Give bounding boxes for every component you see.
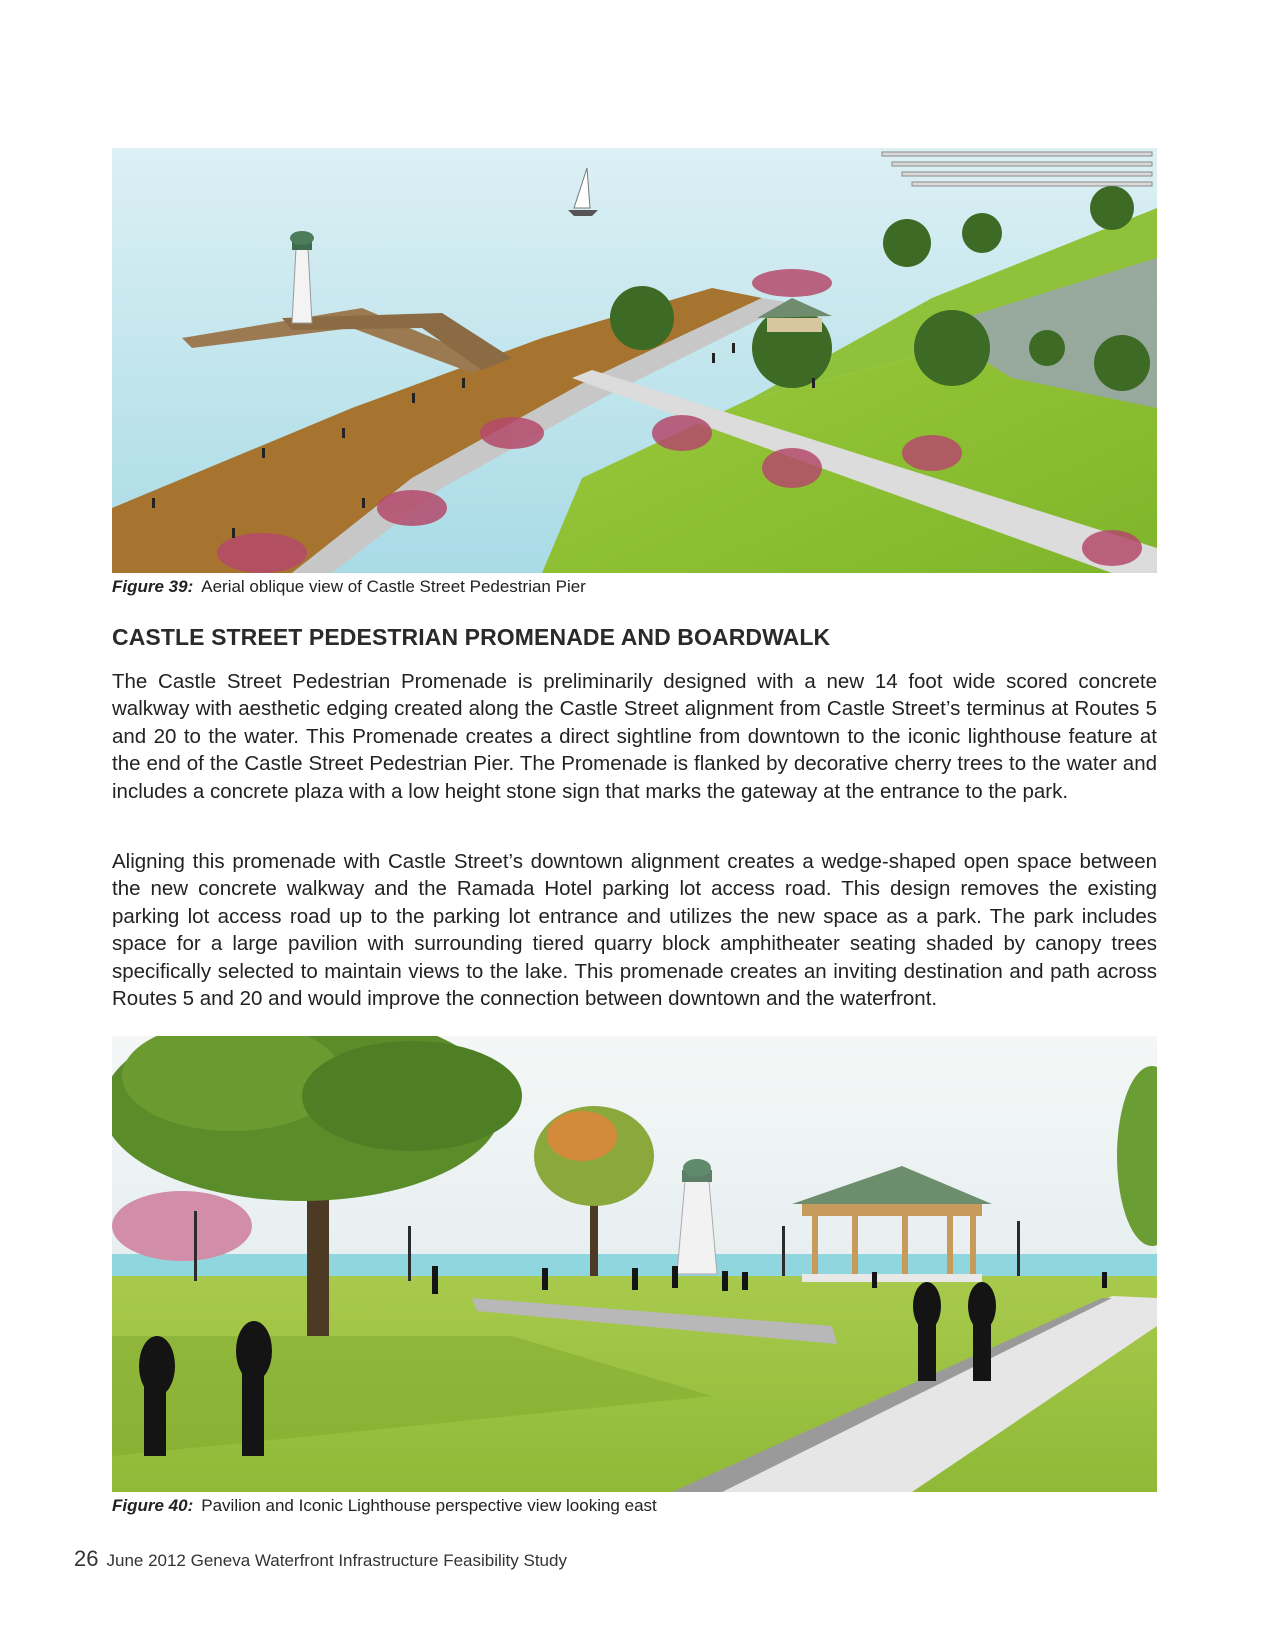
figure-40-caption [112, 1496, 657, 1516]
pavilion-perspective-illustration [112, 1036, 1157, 1492]
footer-text: June 2012 Geneva Waterfront Infrastructure Feasibility Study [106, 1551, 567, 1570]
figure-40-label: Figure 40: [112, 1496, 194, 1515]
figure-39-caption [112, 577, 586, 597]
body-paragraph-2: Aligning this promenade with Castle Street’s downtown alignment creates a wedge-shaped open space between the new concrete walkway and the Ramada Hotel parking lot access road. This design removes the existing parking lot access road up to the parking lot entrance and utilizes the new space as a park. The park includes space for a large pavilion with surrounding tiered quarry block amphitheater seating shaded by canopy trees specifically selected to maintain views to the lake. This promenade creates an inviting destination and path across Routes 5 and 20 and would improve the connection between downtown and the waterfront. [112, 850, 1157, 1011]
page-number: 26 [74, 1546, 99, 1571]
figure-39-label: Figure 39: [112, 577, 194, 596]
cherry-tree [112, 1191, 252, 1261]
figure-39-caption-text: Aerial oblique view of Castle Street Pedestrian Pier [201, 577, 586, 596]
figure-39-image [112, 148, 1157, 573]
section-heading: CASTLE STREET PEDESTRIAN PROMENADE AND BOARDWALK [112, 624, 831, 650]
body-paragraph-1: The Castle Street Pedestrian Promenade is preliminarily designed with a new 14 foot wide scored concrete walkway with aesthetic edging created along the Castle Street alignment from Castle Street’s terminus at Routes 5 and 20 to the water. This Promenade creates a direct sightline from downtown to the iconic lighthouse feature at the end of the Castle Street Pedestrian Pier. The Promenade is flanked by decorative cherry trees to the water and includes a concrete plaza with a low height stone sign that marks the gateway at the entrance to the park. [112, 670, 1157, 803]
aerial-view-illustration [112, 148, 1157, 573]
figure-40-caption-text: Pavilion and Iconic Lighthouse perspective view looking east [201, 1496, 657, 1515]
figure-40-image [112, 1036, 1157, 1492]
lighthouse-icon [677, 1159, 717, 1274]
page-footer [74, 1546, 567, 1572]
